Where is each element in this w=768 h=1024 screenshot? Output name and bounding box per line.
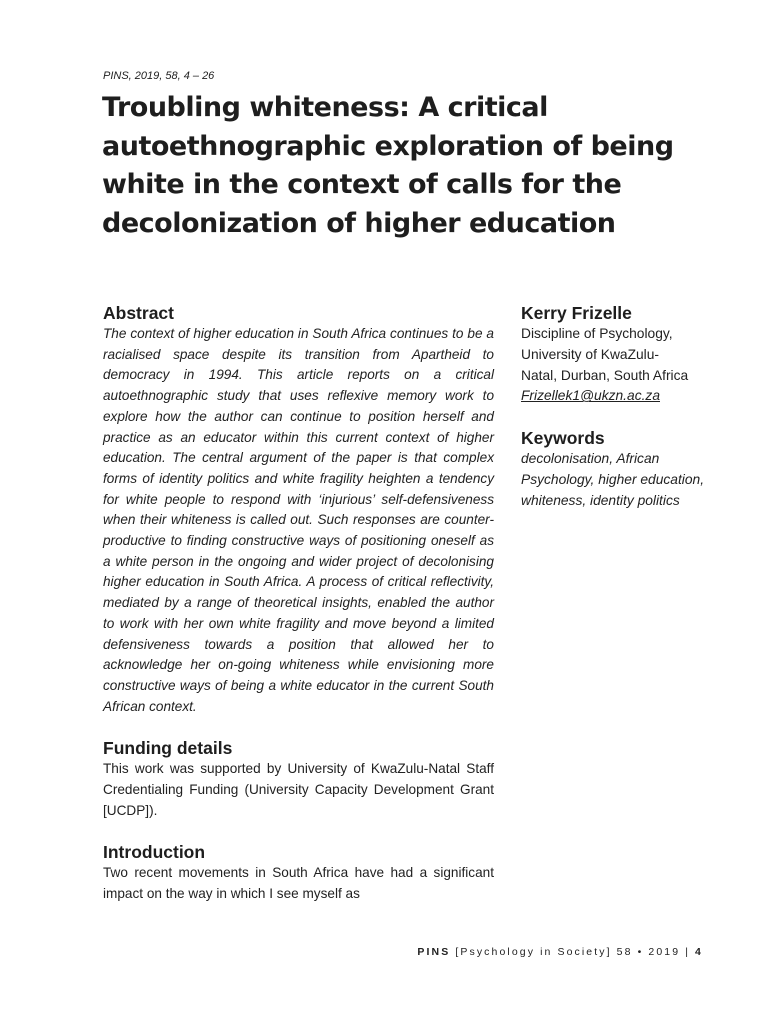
abstract-section (103, 302, 494, 717)
author-email-link[interactable]: Frizellek1@ukzn.ac.za (521, 388, 660, 404)
introduction-section (103, 841, 494, 904)
footer-page-number: 4 (695, 946, 703, 958)
paper-title: Troubling whiteness: A critical autoethnographic exploration of being white in the context of calls for the decolonization of higher education (102, 92, 674, 239)
author-name: Kerry Frizelle (521, 303, 632, 323)
footer-year: 2019 (648, 946, 681, 958)
affiliation-line: Discipline of Psychology, (521, 326, 673, 341)
abstract-heading: Abstract (103, 303, 174, 323)
keywords-text: decolonisation, African Psychology, higher education, whiteness, identity politics (521, 451, 705, 508)
footer-journal-full: [Psychology in Society] (455, 946, 612, 958)
funding-heading: Funding details (103, 738, 233, 759)
side-column (521, 302, 721, 512)
funding-text: This work was supported by University of KwaZulu-Natal Staff Credentialing Funding (University Capacity Development Grant [UCDP]). (103, 761, 494, 818)
affiliation-line: Natal, Durban, South Africa (521, 367, 689, 383)
funding-section (103, 737, 494, 821)
footer-bullet: • (637, 946, 644, 958)
abstract-text: The context of higher education in South Africa continues to be a racialised space despite its transition from Apartheid to democracy in 1994. This article reports on a critical autoethnographic study that uses reflexive memory work to explore how the author can continue to position herself and practice as an educator within this current context of higher education. The central argument of the paper is that complex forms of identity politics and white fragility heighten a tendency for white people to respond with ‘injurious’ self-defensiveness when their whiteness is called out. Such responses are counter-productive to finding constructive ways of positioning oneself as a white person in the ongoing and wider project of decolonising higher education in South Africa. A process of critical reflectivity, mediated by a range of theoretical insights, enabled the author to work with her own white fragility and move beyond a limited defensiveness towards a position that allowed her to acknowledge her on-going whiteness while envisioning more constructive ways of being a white educator in the current South African context. (103, 326, 494, 714)
main-column (103, 302, 494, 905)
citation: PINS, 2019, 58, 4 – 26 (103, 70, 215, 82)
keywords-heading: Keywords (521, 428, 605, 449)
footer-volume: 58 (616, 946, 633, 958)
footer-journal: PINS (417, 946, 451, 958)
page-footer (417, 946, 703, 958)
keywords-section (521, 427, 721, 511)
introduction-text: Two recent movements in South Africa have had a significant impact on the way in which I see myself as (103, 865, 494, 902)
introduction-heading: Introduction (103, 842, 206, 863)
author-section (521, 302, 721, 407)
footer-separator: | (685, 946, 691, 958)
affiliation-line: University of KwaZulu- (521, 346, 660, 362)
